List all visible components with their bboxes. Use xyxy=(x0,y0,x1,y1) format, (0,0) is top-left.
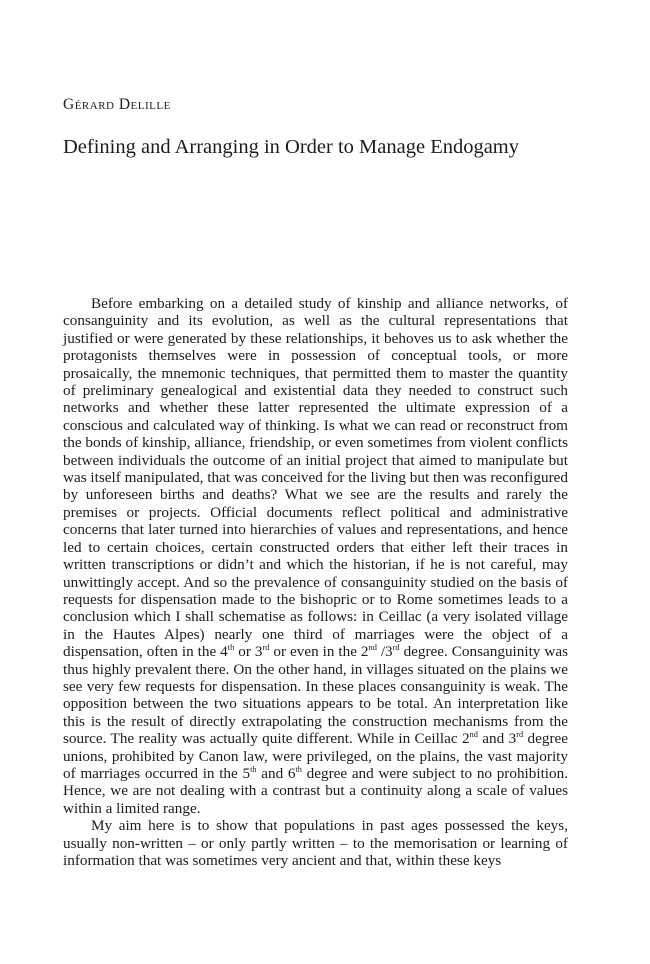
ordinal-suffix: nd xyxy=(469,730,478,740)
text-run: and 3 xyxy=(477,730,517,748)
ordinal-suffix: rd xyxy=(516,730,524,740)
paragraph-2: My aim here is to show that populations in past ages possessed the keys, usually non-written – or only partly written – to the memorisation or learning of information that was sometimes very ancient and that, within these keys xyxy=(63,817,568,869)
text-run: degree and were subject to no prohibition. Hence, we are not dealing with a contrast but a continuity along a scale of values within a limited range. xyxy=(63,764,569,817)
ordinal-suffix: rd xyxy=(262,643,270,653)
ordinal-suffix: nd xyxy=(368,643,377,653)
paragraph-1 xyxy=(63,295,568,817)
text-run: Before embarking on a detailed study of kinship and alliance networks, of consanguinity and its evolution, as well as the cultural representations that justified or were generated by these relationships, it behoves us to ask whether the protagonists themselves were in possession of conceptual tools, or more prosaically, the mnemonic techniques, that permitted them to master the quantity of preliminary genealogical and existential data they needed to construct such networks and whether these latter represented the ultimate expression of a conscious and calculated way of thinking. Is what we can read or reconstruct from the bonds of kinship, alliance, friendship, or even sometimes from violent conflicts between individuals the outcome of an initial project that aimed to manipulate but was itself manipulated, that was conceived for the living but then was reconfigured by unforeseen births and deaths? What we see are the results and rarely the premises or projects. Official documents reflect political and administrative concerns that later turned into hierarchies of values and representations, and hence led to certain choices, certain constructed orders that either left their traces in written transcriptions or didn’t and which the historian, if he is not careful, may unwittingly accept. And so the prevalence of consanguinity studied on the basis of requests for dispensation made to the bishopric or to Rome sometimes leads to a conclusion which I shall schematise as follows: in Ceillac (a very isolated village in the Hautes Alpes) nearly one third of marriages were the object of a dispensation, often in the 4 xyxy=(63,295,568,661)
ordinal-suffix: rd xyxy=(392,643,400,653)
text-run: or even in the 2 xyxy=(269,643,369,661)
body-text xyxy=(63,295,568,869)
ordinal-suffix: th xyxy=(295,764,302,774)
chapter-title: Defining and Arranging in Order to Manage Endogamy xyxy=(63,136,520,158)
ordinal-suffix: th xyxy=(227,643,235,653)
text-run: degree unions, prohibited by Canon law, were privileged, on the plains, the vast majority of marriages occurred in the 5 xyxy=(63,730,568,782)
text-run: /3 xyxy=(376,643,393,661)
text-run: degree. Consanguinity was thus highly prevalent there. On the other hand, in villages situated on the plains we see very few requests for dispensation. In these places consanguinity is weak. The opposition between the two situations appears to be total. An interpretation like this is the result of directly extrapolating the construction mechanisms from the source. The reality was actually quite different. While in Ceillac 2 xyxy=(63,643,568,748)
ordinal-suffix: th xyxy=(250,764,257,774)
author-name: Gérard Delille xyxy=(63,96,171,113)
text-run: or 3 xyxy=(234,643,263,661)
text-run: and 6 xyxy=(256,764,296,782)
